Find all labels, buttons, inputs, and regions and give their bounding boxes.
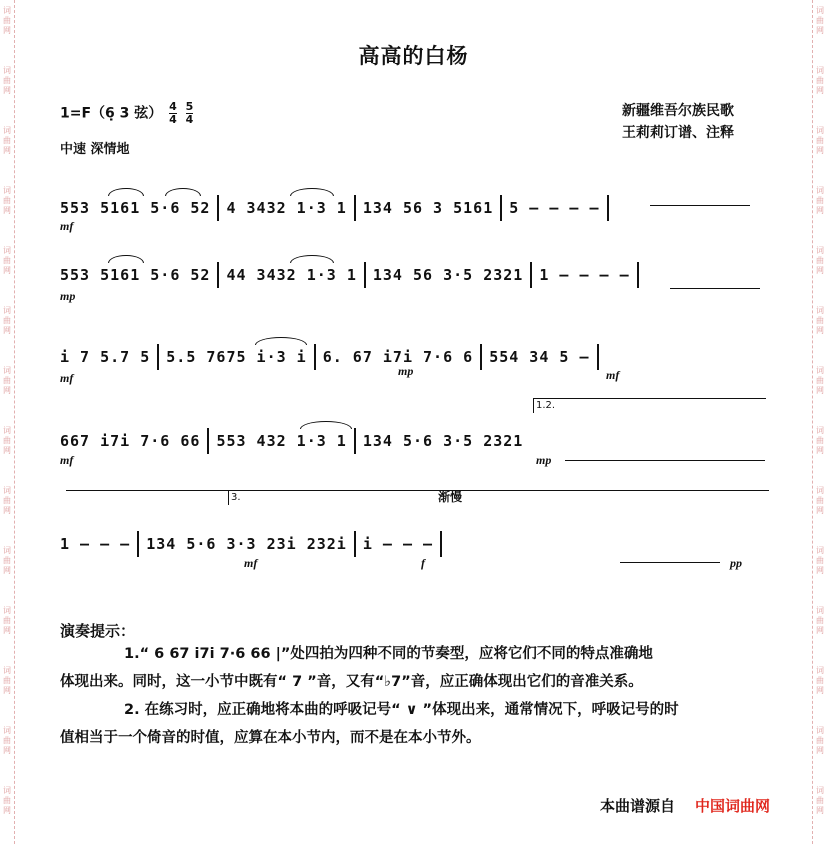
watermark-text: 词曲网 — [3, 786, 11, 815]
score-line — [60, 262, 777, 286]
time-numerator: 5 — [185, 100, 194, 113]
watermark-text: 词曲网 — [816, 606, 824, 635]
barline — [480, 344, 482, 370]
dynamic-mark: mp — [536, 453, 552, 467]
watermark-text: 词曲网 — [816, 306, 824, 335]
slur-mark — [290, 188, 334, 196]
credit-arranger: 王莉莉订谱、注释 — [622, 125, 734, 141]
barline — [314, 344, 316, 370]
volta-bracket: 1.2. — [533, 398, 766, 413]
measure-group: 6. 67 i7i 7·6 6 — [322, 347, 474, 366]
measure-group: 134 5·6 3·5 2321 — [362, 431, 524, 450]
measure-group: 134 56 3 5161 — [362, 198, 494, 217]
watermark-text: 词曲网 — [816, 786, 824, 815]
measure-group: 134 56 3·5 2321 — [372, 265, 524, 284]
tempo-direction: 渐慢 — [438, 490, 463, 504]
final-barline — [440, 531, 442, 557]
watermark-text: 词曲网 — [816, 486, 824, 515]
dynamic-mark: f — [421, 556, 425, 570]
measure-group: 1 – – – — [60, 534, 131, 553]
source-brand-link[interactable]: 中国词曲网 — [695, 797, 771, 815]
score-line — [60, 195, 777, 219]
watermark-text: 词曲网 — [816, 246, 824, 275]
watermark-text: 词曲网 — [3, 426, 11, 455]
dynamic-mark: mp — [398, 364, 414, 378]
slur-mark — [108, 255, 144, 263]
measure-group: 553 5161 5·6 52 — [60, 198, 211, 217]
watermark-text: 词曲网 — [3, 666, 11, 695]
barline — [217, 195, 219, 221]
barline — [207, 428, 209, 454]
measure-group: i 7 5.7 5 — [60, 347, 151, 366]
score-line — [60, 344, 777, 368]
barline — [217, 262, 219, 288]
measure-group: 5.5 7675 i·3 i — [166, 347, 307, 366]
dynamic-mark: pp — [730, 556, 742, 570]
slur-mark — [300, 421, 352, 429]
barline — [607, 195, 609, 221]
watermark-text: 词曲网 — [816, 186, 824, 215]
measure-group: 134 5·6 3·3 23i 232i — [146, 534, 347, 553]
measure-group: 667 i7i 7·6 66 — [60, 431, 201, 450]
watermark-text: 词曲网 — [3, 726, 11, 755]
dynamic-mark: mf — [60, 219, 74, 233]
dynamic-mark: mf — [60, 453, 74, 467]
repeat-barline — [137, 531, 139, 557]
source-credit — [600, 795, 770, 816]
watermark-text: 词曲网 — [3, 486, 11, 515]
tempo-marking: 中速 深情地 — [60, 142, 130, 157]
watermark-text: 词曲网 — [816, 126, 824, 155]
barline — [354, 428, 356, 454]
credit-origin: 新疆维吾尔族民歌 — [622, 103, 734, 119]
note-paragraph-2-line2: 值相当于一个倚音的时值，应算在本小节内，而不是在本小节外。 — [60, 730, 481, 746]
slur-mark — [108, 188, 144, 196]
score-line — [60, 531, 777, 555]
song-title: 高高的白杨 — [358, 44, 469, 68]
watermark-text: 词曲网 — [3, 366, 11, 395]
watermark-text: 词曲网 — [3, 66, 11, 95]
measure-group: 5 – – – – — [509, 198, 600, 217]
watermark-text: 词曲网 — [3, 186, 11, 215]
crescendo-mark — [565, 460, 765, 461]
watermark-text: 词曲网 — [816, 6, 824, 35]
slur-mark — [165, 188, 201, 196]
watermark-text: 词曲网 — [3, 606, 11, 635]
measure-group: 1 – – – – — [539, 265, 630, 284]
measure-group: 44 3432 1·3 1 — [226, 265, 357, 284]
decrescendo-mark — [620, 562, 720, 563]
decrescendo-mark — [650, 205, 750, 206]
slur-mark — [290, 255, 334, 263]
barline — [354, 531, 356, 557]
time-signature — [186, 101, 194, 126]
measure-group: 553 5161 5·6 52 — [60, 265, 211, 284]
key-signature — [60, 101, 195, 126]
barline — [597, 344, 599, 370]
dynamic-mark: mp — [60, 289, 76, 303]
source-label: 本曲谱源自 — [600, 797, 676, 815]
time-numerator: 4 — [169, 100, 177, 113]
dynamic-mark: mf — [244, 556, 258, 570]
watermark-text: 词曲网 — [3, 546, 11, 575]
watermark-text: 词曲网 — [3, 126, 11, 155]
barline — [364, 262, 366, 288]
watermark-text: 词曲网 — [816, 546, 824, 575]
barline — [354, 195, 356, 221]
watermark-text: 词曲网 — [3, 6, 11, 35]
watermark-text: 词曲网 — [816, 66, 824, 95]
measure-group: 553 432 1·3 1 — [216, 431, 347, 450]
time-denominator: 4 — [169, 113, 177, 126]
note-paragraph-2-line1: 2. 在练习时，应正确地将本曲的呼吸记号“ ∨ ”体现出来，通常情况下，呼吸记号的时 — [124, 702, 679, 718]
dynamic-mark: mf — [60, 371, 74, 385]
note-paragraph-1-line2: 体现出来。同时，这一小节中既有“ 7 ”音，又有“♭7”音，应正确体现出它们的音准关系。 — [60, 674, 643, 690]
watermark-text: 词曲网 — [3, 246, 11, 275]
score-line — [60, 428, 777, 452]
note-paragraph-1-line1: 1.“ 6 67 i7i 7·6 66 |”处四拍为四种不同的节奏型，应将它们不同的特点准确地 — [124, 646, 653, 662]
barline — [637, 262, 639, 288]
barline — [500, 195, 502, 221]
left-watermark-strip — [0, 0, 15, 844]
barline — [530, 262, 532, 288]
measure-group: 4 3432 1·3 1 — [226, 198, 347, 217]
watermark-text: 词曲网 — [816, 426, 824, 455]
notes-heading: 演奏提示： — [60, 622, 136, 640]
watermark-text: 词曲网 — [816, 366, 824, 395]
time-signature — [169, 101, 177, 126]
key-text: 1=F（6̣ 3 弦） — [60, 105, 163, 122]
measure-group: i – – – — [362, 534, 434, 553]
slur-mark — [255, 337, 307, 345]
volta-bracket: 3. — [228, 490, 769, 505]
dynamic-mark: mf — [606, 368, 620, 382]
measure-group: 554 34 5 – — [489, 347, 590, 366]
watermark-text: 词曲网 — [816, 726, 824, 755]
barline — [157, 344, 159, 370]
decrescendo-mark — [670, 288, 760, 289]
watermark-text: 词曲网 — [3, 306, 11, 335]
watermark-text: 词曲网 — [816, 666, 824, 695]
right-watermark-strip — [812, 0, 827, 844]
time-denominator: 4 — [185, 113, 194, 126]
